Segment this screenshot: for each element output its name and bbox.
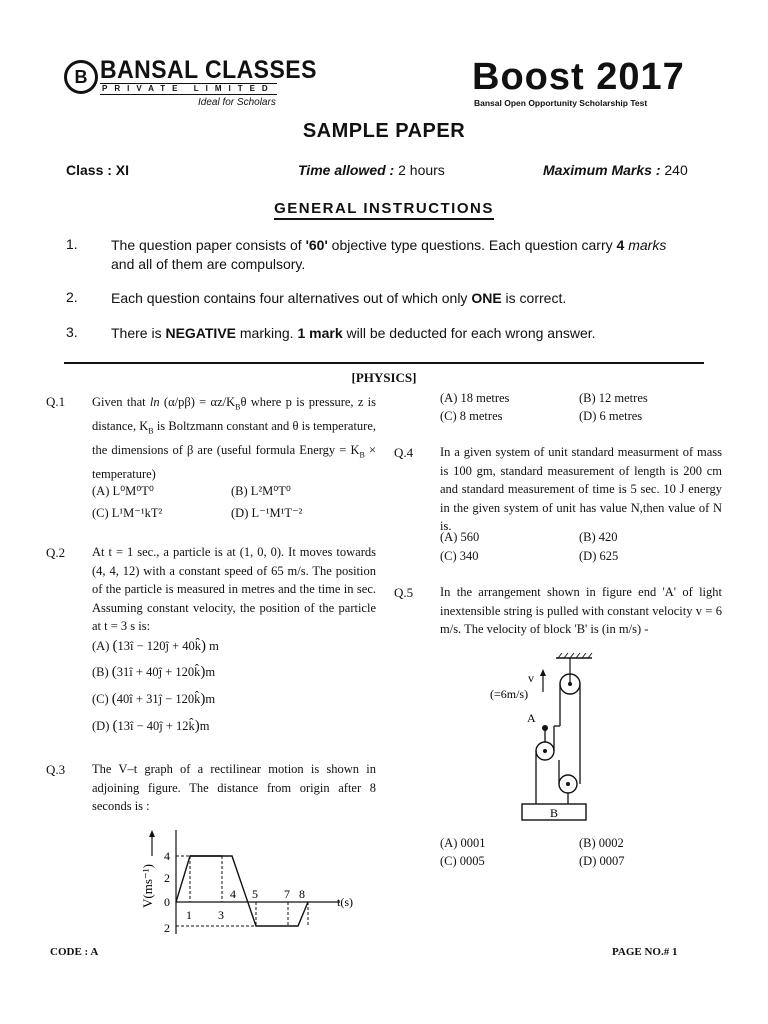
question-3-text: The V–t graph of a rectilinear motion is shown in adjoining figure. The distance from origin after 8 seconds is : — [92, 762, 376, 813]
option: (B) L²M⁰T⁰ — [231, 484, 291, 498]
option-label: (B) — [92, 665, 109, 679]
x-tick: 3 — [218, 908, 224, 922]
instruction-number: 2. — [66, 289, 78, 305]
y-axis-label: V(ms⁻¹) — [140, 864, 155, 908]
option: (D) 0007 — [579, 854, 625, 868]
option-label: (D) — [92, 719, 110, 733]
instruction-italic: marks — [624, 237, 667, 253]
y-tick: 0 — [164, 895, 170, 909]
point-a-label: A — [527, 711, 536, 725]
page-number: PAGE NO.# 1 — [612, 946, 678, 958]
strings — [536, 684, 580, 804]
option: (C) (40î + 31ĵ − 120k̂)m — [92, 691, 216, 707]
instruction-bold: NEGATIVE — [165, 325, 236, 341]
instruction-number: 1. — [66, 236, 78, 252]
pulley-axle — [543, 749, 547, 753]
option: (B) 12 metres — [579, 391, 648, 405]
option: (D) 6 metres — [579, 409, 643, 423]
brand-tagline: Ideal for Scholars — [198, 97, 276, 108]
time-label: Time allowed : — [298, 162, 395, 178]
instruction-text: will be deducted for each wrong answer. — [342, 325, 596, 341]
section-heading: [PHYSICS] — [351, 370, 417, 385]
event-subtitle: Bansal Open Opportunity Scholarship Test — [474, 98, 648, 108]
question-2-text: At t = 1 sec., a particle is at (1, 0, 0). It moves towards (4, 4, 12) with a constant speed of 65 m/s. The position of the particle is measured in metres and the time in sec. Assuming constant velocity, the position of the particle at t = 3 s is: — [92, 545, 376, 633]
pulley-axle — [566, 782, 570, 786]
arrow-up-icon — [540, 669, 546, 676]
marks-value: 240 — [664, 162, 688, 178]
x-tick: 7 — [284, 887, 290, 901]
paper-code: CODE : A — [50, 946, 99, 958]
option: (A) (13î − 120ĵ + 40k̂) m — [92, 638, 219, 654]
brand-subtitle: PRIVATE LIMITED — [102, 84, 275, 93]
x-tick: 4 — [230, 887, 236, 901]
brand-name: BANSAL CLASSES — [100, 56, 317, 84]
option: (B) 0002 — [579, 836, 624, 850]
question-number: Q.5 — [394, 585, 414, 600]
instruction-text: and all of them are compulsory. — [111, 256, 306, 272]
marks-label: Maximum Marks : — [543, 162, 661, 178]
question-number: Q.1 — [46, 394, 66, 409]
question-4-text: In a given system of unit standard measurment of mass is 100 gm, standard measurement of length is 200 cm and standard measurement of time is 5 sec. 10 J energy in the given system of unit has value N,then value of N is. — [440, 445, 722, 533]
pulley-figure — [480, 650, 620, 822]
page-title: SAMPLE PAPER — [302, 120, 466, 142]
instruction-bold: ONE — [471, 290, 502, 306]
class-label: Class : XI — [66, 162, 130, 178]
maximum-marks — [543, 162, 688, 178]
option: (D) L⁻¹M¹T⁻² — [231, 506, 303, 520]
instruction-2 — [111, 289, 711, 308]
x-axis-label: t(s) — [337, 895, 353, 909]
option-label: (A) — [92, 639, 110, 653]
option: (A) 18 metres — [440, 391, 510, 405]
block-b-label: B — [549, 806, 559, 820]
bansal-logo-icon — [64, 60, 98, 94]
instruction-bold: 1 mark — [297, 325, 343, 341]
option: (B) 420 — [579, 530, 618, 544]
option-label: (C) — [92, 692, 109, 706]
option: (C) 8 metres — [440, 409, 503, 423]
velocity-label: v — [528, 671, 534, 685]
instruction-text: is correct. — [501, 290, 567, 306]
option: (C) 340 — [440, 549, 479, 563]
y-tick: 2 — [164, 921, 170, 935]
question-number: Q.3 — [46, 762, 66, 777]
instructions-heading — [0, 200, 768, 218]
instruction-bold: 4 — [616, 237, 625, 253]
y-tick: 2 — [164, 871, 170, 885]
instruction-number: 3. — [66, 324, 78, 340]
question-number: Q.4 — [394, 445, 414, 460]
instruction-3 — [111, 324, 711, 343]
instruction-text: marking. — [236, 325, 298, 341]
event-logo: Boost 2017 — [472, 56, 685, 98]
divider — [64, 362, 704, 364]
arrow-head-icon — [149, 830, 155, 837]
instructions-heading-text: GENERAL INSTRUCTIONS — [274, 200, 494, 220]
question-1-text: Given that $\ln (\alpha/p\beta) = \alpha z/K_B\theta$ where p is pressure, z is distance, $K_B$ is Boltzmann constant and θ is temperature, the dimensions of β are (useful formula Energy = $K_B$ × temperature) — [92, 395, 377, 481]
time-value: 2 hours — [398, 162, 445, 178]
instruction-text: Each question contains four alternatives out of which only — [111, 290, 472, 306]
option: (D) 625 — [579, 549, 619, 563]
option: (B) (31î + 40ĵ + 120k̂)m — [92, 664, 216, 680]
question-5-text: In the arrangement shown in figure end 'A' of light inextensible string is pulled with constant velocity v = 6 m/s. The velocity of block 'B' is (in m/s) - — [440, 585, 722, 636]
option: (C) 0005 — [440, 854, 485, 868]
y-tick: 4 — [164, 849, 170, 863]
ceiling-hatch — [558, 653, 592, 658]
time-allowed — [298, 162, 445, 178]
option: (A) 0001 — [440, 836, 486, 850]
logo-letter: B — [74, 66, 88, 87]
instruction-text: objective type questions. Each question carry — [327, 237, 617, 253]
option: (A) 560 — [440, 530, 480, 544]
x-tick: 8 — [299, 887, 305, 901]
option: (D) (13î − 40ĵ + 12k̂)m — [92, 718, 210, 734]
velocity-value: (=6m/s) — [490, 687, 529, 701]
velocity-time-graph — [134, 826, 370, 938]
pulley-axle — [568, 682, 572, 686]
instruction-1 — [111, 236, 711, 274]
instruction-bold: '60' — [305, 237, 328, 253]
question-number: Q.2 — [46, 545, 66, 560]
instruction-text: The question paper consists of — [111, 237, 306, 253]
option: (A) L⁰M⁰T⁰ — [92, 484, 154, 498]
instruction-text: There is — [111, 325, 166, 341]
x-tick: 5 — [252, 887, 258, 901]
x-tick: 1 — [186, 908, 192, 922]
option: (C) L¹M⁻¹kT² — [92, 506, 163, 520]
